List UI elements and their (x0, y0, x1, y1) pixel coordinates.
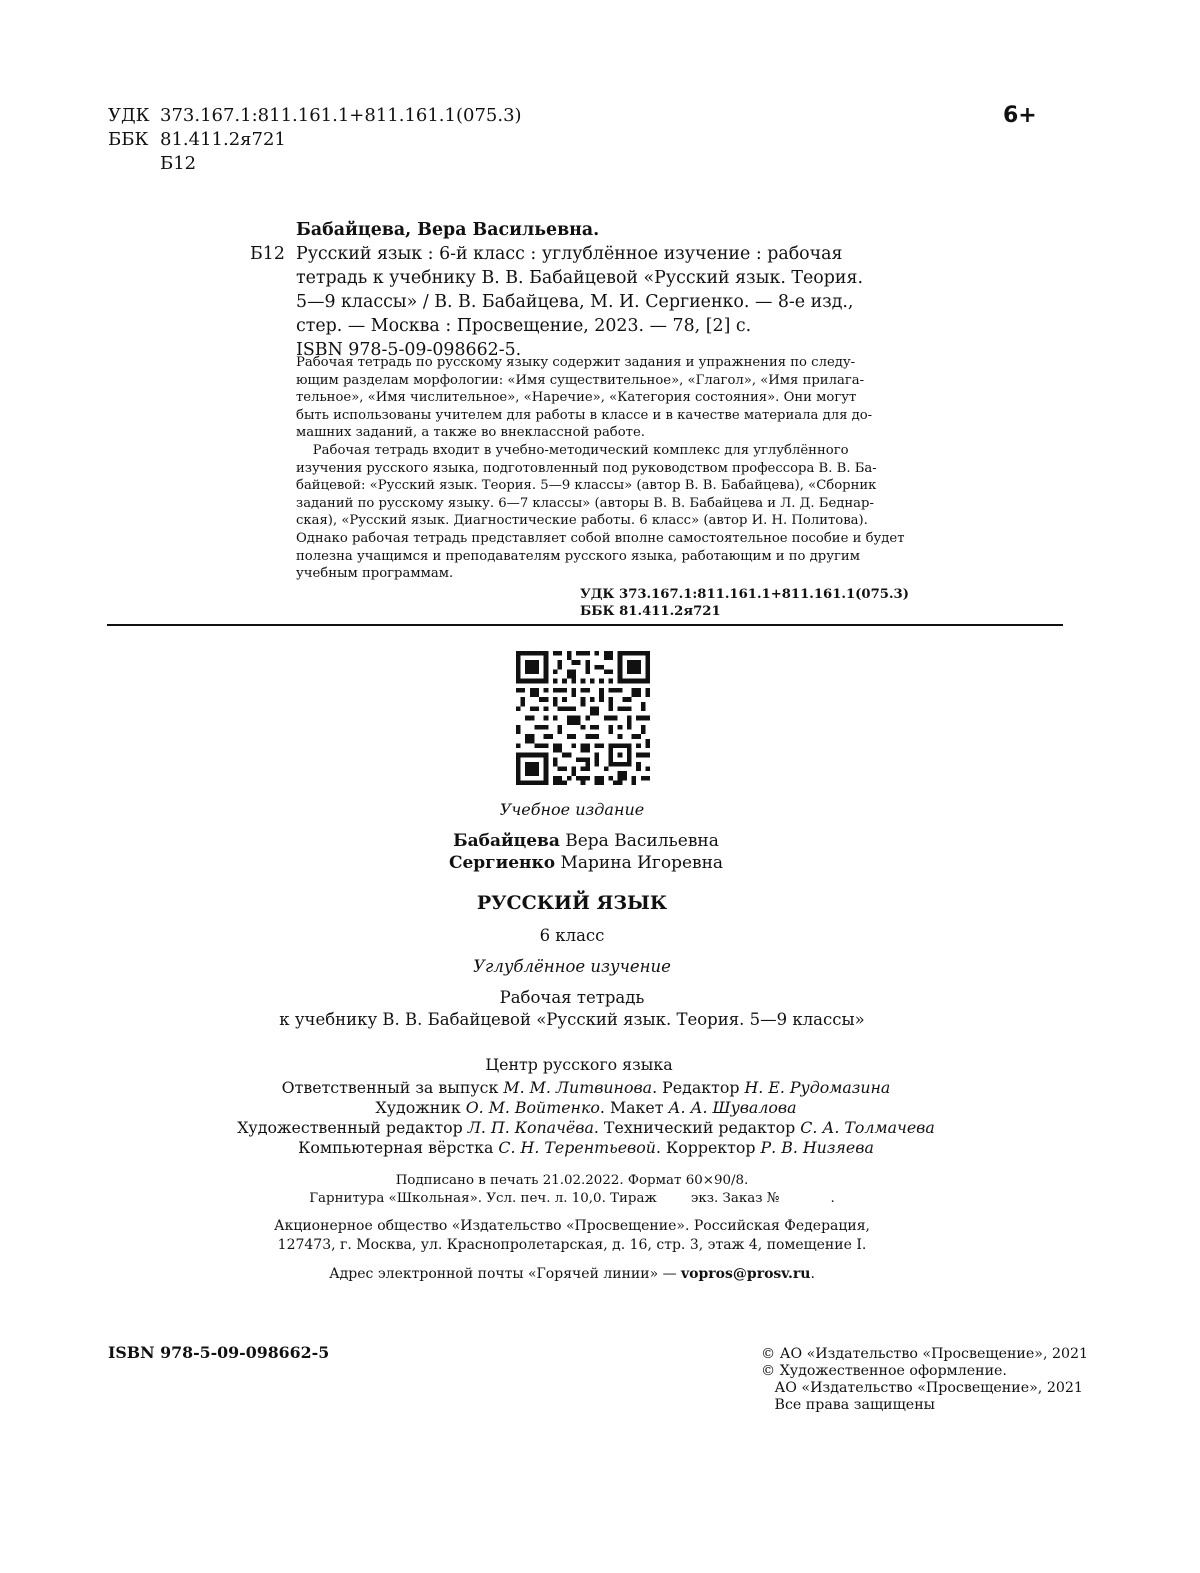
author-2-name: Марина Игоревна (560, 853, 724, 873)
authors-block (108, 830, 1064, 874)
copyright-line: АО «Издательство «Просвещение», 2021 (761, 1380, 1083, 1396)
crew-name: С. А. Толмачева (800, 1118, 935, 1137)
udk-label: УДК (108, 105, 150, 126)
author-1-surname: Бабайцева (453, 831, 560, 851)
annotation-line: изучения русского языка, подготовленный под руководством профессора В. В. Ба- (296, 460, 877, 476)
center-name: Центр русского языка (485, 1055, 673, 1074)
crew-role: . Технический редактор (593, 1118, 801, 1137)
crew-name: О. М. Войтенко (465, 1098, 600, 1117)
crew-name: С. Н. Терентьевой (498, 1138, 656, 1157)
bib-entry-line: тетрадь к учебнику В. В. Бабайцевой «Русский язык. Теория. (296, 268, 863, 288)
author-1-name: Вера Васильевна (565, 831, 719, 851)
edition-type: Учебное издание (499, 800, 645, 819)
crew-row (108, 1118, 1064, 1138)
book-grade: 6 класс (539, 926, 605, 945)
annotation-line: ющим разделам морфологии: «Имя существительное», «Глагол», «Имя прилага- (296, 372, 865, 388)
section-divider (107, 624, 1063, 626)
print-info (94, 1172, 1050, 1208)
bib-entry-line: Русский язык : 6-й класс : углублённое изучение : рабочая (296, 244, 843, 264)
crew-role: Ответственный за выпуск (281, 1078, 504, 1097)
publisher-line-2: 127473, г. Москва, ул. Краснопролетарская, д. 16, стр. 3, этаж 4, помещение I. (277, 1237, 867, 1253)
email-link[interactable]: vopros@prosv.ru (681, 1266, 811, 1282)
annotation (296, 354, 916, 621)
crew-role: Художник (375, 1098, 466, 1117)
annotation-line: тельное», «Имя числительное», «Наречие», «Категория состояния». Они могут (296, 390, 857, 406)
bib-code: Б12 (250, 244, 285, 264)
copyright-line: Все права защищены (761, 1397, 935, 1413)
bib-entry-line: 5—9 классы» / В. В. Бабайцева, М. И. Сергиенко. — 8-е изд., (296, 292, 854, 312)
annotation-line: полезна учащимся и преподавателям русского языка, работающим и по другим (296, 548, 860, 564)
crew-role: Художественный редактор (237, 1118, 468, 1137)
isbn-footer: ISBN 978-5-09-098662-5 (108, 1343, 330, 1362)
annotation-bbk: ББК 81.411.2я721 (580, 604, 721, 620)
book-level: Углублённое изучение (473, 957, 671, 976)
crew-name: Р. В. Низяева (760, 1138, 874, 1157)
crew-role: . Редактор (652, 1078, 745, 1097)
annotation-udk: УДК 373.167.1:811.161.1+811.161.1(075.3) (580, 586, 909, 602)
publisher-line-1: Акционерное общество «Издательство «Просвещение». Российская Федерация, (274, 1218, 870, 1234)
crew-role: . Корректор (655, 1138, 761, 1157)
annotation-line: байцевой: «Русский язык. Теория. 5—9 классы» (автор В. В. Бабайцева), «Сборник (296, 478, 877, 494)
publisher-info (94, 1217, 1050, 1255)
annotation-line: учебным программам. (296, 566, 454, 582)
bbk-label: ББК (108, 129, 149, 150)
annotation-line: машних заданий, а также во внеклассной работе. (296, 425, 645, 441)
crew-name: А. А. Шувалова (668, 1098, 797, 1117)
author-1 (108, 830, 1064, 852)
workbook-line-2: к учебнику В. В. Бабайцевой «Русский язык. Теория. 5—9 классы» (279, 1010, 865, 1029)
crew-row (108, 1098, 1064, 1118)
bbk-value: 81.411.2я721 (160, 129, 286, 150)
annotation-line: ская), «Русский язык. Диагностические работы. 6 класс» (автор И. Н. Политова). (296, 513, 868, 529)
author-mark-row (108, 152, 522, 176)
crew-role: Компьютерная вёрстка (298, 1138, 499, 1157)
classification-block (108, 104, 522, 176)
copyright-line: © Художественное оформление. (761, 1363, 1007, 1379)
print-line-1: Подписано в печать 21.02.2022. Формат 60×90/8. (395, 1173, 749, 1188)
bibliographic-card (250, 218, 915, 362)
udk-row (108, 104, 522, 128)
annotation-line: Рабочая тетрадь по русскому языку содержит задания и упражнения по следу- (296, 355, 856, 370)
annotation-line: Однако рабочая тетрадь представляет собой вполне самостоятельное пособие и будет (296, 530, 905, 546)
email-label: Адрес электронной почты «Горячей линии» — (329, 1266, 682, 1282)
crew-row (108, 1138, 1064, 1158)
author-mark: Б12 (160, 153, 197, 174)
bib-isbn: ISBN 978-5-09-098662-5. (296, 340, 522, 360)
crew-name: М. М. Литвинова (503, 1078, 653, 1097)
qr-code-icon[interactable] (516, 651, 650, 785)
print-line-2: Гарнитура «Школьная». Усл. печ. л. 10,0. Тираж экз. Заказ № . (309, 1191, 835, 1206)
copyright-line: © АО «Издательство «Просвещение», 2021 (761, 1346, 1089, 1362)
bbk-row (108, 128, 522, 152)
author-2 (108, 852, 1064, 874)
author-2-surname: Сергиенко (448, 853, 556, 873)
hotline-email (94, 1266, 1050, 1282)
bib-entry-line: стер. — Москва : Просвещение, 2023. — 78, [2] с. (296, 316, 752, 336)
book-title: РУССКИЙ ЯЗЫК (476, 892, 668, 914)
annotation-codes (296, 586, 916, 621)
copyright-block (761, 1346, 1088, 1414)
crew-name: Л. П. Копачёва (467, 1118, 594, 1137)
annotation-line: быть использованы учителем для работы в классе и в качестве материала для до- (296, 407, 873, 423)
crew-role: . Макет (599, 1098, 669, 1117)
crew-name: Н. Е. Рудомазина (744, 1078, 891, 1097)
annotation-line: Рабочая тетрадь входит в учебно-методический комплекс для углублённого (296, 442, 849, 458)
annotation-line: заданий по русскому языку. 6—7 классы» (авторы В. В. Бабайцева и Л. Д. Беднар- (296, 495, 874, 511)
workbook-line-1: Рабочая тетрадь (499, 988, 645, 1007)
workbook-description (94, 987, 1050, 1031)
crew-row (108, 1078, 1064, 1098)
email-end: . (810, 1266, 815, 1282)
bib-entry (250, 242, 915, 338)
udk-value: 373.167.1:811.161.1+811.161.1(075.3) (160, 105, 522, 126)
age-rating: 6+ (1003, 103, 1037, 128)
editorial-crew (108, 1055, 1064, 1158)
bib-author: Бабайцева, Вера Васильевна. (296, 220, 600, 240)
